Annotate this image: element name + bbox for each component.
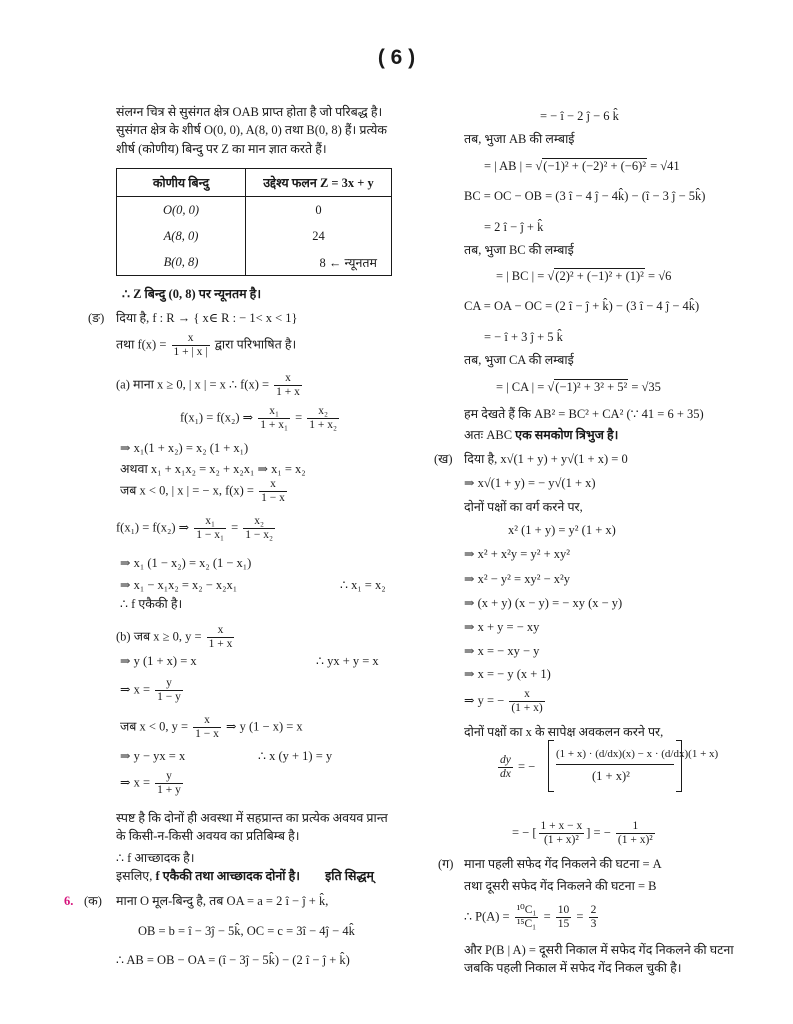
case-a-line-3: ⇒ x₁(1 + x₂) = x₂ (1 + x₁) [120, 441, 249, 455]
case-b-line-2-result: ∴ yx + y = x [316, 654, 379, 668]
text: = | AB | = [484, 159, 533, 173]
numerator: x₂ [243, 515, 275, 529]
derivative-result: = − [ $\frac{1 + x - x}{\text{(1 + x)²}}$ ] = − $\frac{1}{\text{(1 + x)²}}$ [512, 820, 653, 846]
denominator: 1 − x₁ [196, 529, 224, 541]
probability-a: ∴ P(A) = $\frac{\text{¹⁰C₁}}{\text{¹⁵C₁}}$ = $\frac{10}{15}$ = $\frac{2}{3}$ [464, 904, 597, 930]
q6-line-2: OB = b = î − 3ĵ − 5k̂, OC = c = 3î − 4ĵ − 4k̂ [138, 924, 355, 938]
denominator: 1 − y [157, 691, 181, 703]
text: f(x₁) = f(x₂) ⇒ [180, 410, 254, 425]
denominator: 1 + x [208, 638, 233, 650]
numerator: x₁ [258, 405, 290, 419]
numerator: 10 [557, 904, 570, 916]
case-b-line-5: ⇒ y − yx = x [120, 749, 186, 763]
ca-length-value: = | CA | = √(−1)² + 3² + 5² = √35 [496, 380, 661, 394]
denominator: 3 [590, 918, 597, 930]
kh-step-9 [464, 688, 547, 715]
text: द्वारा परिभाषित है। [214, 337, 297, 352]
kh-step-3: ⇒ x² + x²y = y² + xy² [464, 547, 570, 561]
bc-vector: BC = OC − OB = (3 î − 4 ĵ − 4k̂) − (î − 3 ĵ − 5k̂) [464, 189, 706, 203]
fraction [539, 820, 585, 847]
denominator: 1 − x [261, 492, 285, 504]
denominator: (1 + x) [511, 702, 543, 714]
injective-conclusion: ∴ f एकैकी है। [120, 597, 183, 611]
observation-2: के किसी-न-किसी अवयव का प्रतिबिम्ब है। [116, 829, 300, 843]
text: अतः ABC [464, 428, 513, 442]
fraction [259, 478, 287, 505]
q6-line-1: माना O मूल-बिन्दु है, तब OA = a = 2 î − ĵ + k̂, [116, 894, 329, 908]
text: ⇒ x = [120, 682, 151, 697]
ga-conditional-2: जबकि पहली निकाल में सफेद गेंद निकल चुकी है। [464, 961, 682, 975]
part-k-label: (क) [84, 894, 102, 908]
part-kh-label: (ख) [434, 452, 453, 466]
text: ⇒ y (1 − x) = x [226, 719, 303, 734]
table-cell: A(8, 0) [117, 223, 246, 249]
kh-step-1: ⇒ x√(1 + y) = − y√(1 + x) [464, 476, 596, 490]
text: f(x₁) = f(x₂) ⇒ [116, 520, 190, 535]
kh-step-8: ⇒ x = − y (x + 1) [464, 667, 551, 681]
case-a-line-5 [120, 478, 289, 505]
numerator: 2 [590, 904, 597, 916]
text: = | BC | = [496, 269, 545, 283]
table-row [117, 197, 392, 224]
bc-vector-result: = 2 î − ĵ + k̂ [484, 220, 544, 234]
table-cell: 8 ← न्यूनतम [246, 249, 392, 276]
part-d-given: दिया है, f : R → { x∈ R : − 1< x < 1} [116, 311, 298, 325]
case-b-line-1 [116, 624, 236, 651]
part-d-definition [116, 332, 296, 359]
text: = √6 [648, 269, 672, 283]
ga-event-a: माना पहली सफेद गेंद निकलने की घटना = A [464, 857, 662, 871]
case-b-line-3 [120, 677, 185, 704]
z-conclusion: ∴ Z बिन्दु (0, 8) पर न्यूनतम है। [122, 287, 262, 301]
ga-conditional-1: और P(B | A) = दूसरी निकाल में सफेद गेंद निकलने की घटना [464, 943, 734, 957]
numerator: x [207, 624, 235, 638]
case-a-line-4: अथवा x₁ + x₁x₂ = x₂ + x₂x₁ ⇒ x₁ = x₂ [120, 462, 306, 476]
denominator: (1 + x)² [617, 834, 653, 846]
case-b-line-2: ⇒ y (1 + x) = x [120, 654, 197, 668]
ab-length-value: = | AB | = √(−1)² + (−2)² + (−6)² = √41 [484, 159, 680, 173]
kh-squaring-label: दोनों पक्षों का वर्ग करने पर, [464, 500, 583, 514]
case-a-line-6: f(x₁) = f(x₂) ⇒ $\frac{\text{x₁}}{\text{1 − x₁}}$ = $\frac{\text{x₂}}{\text{1 − x₂}}$ [116, 515, 274, 541]
table-header: कोणीय बिन्दु [117, 169, 246, 197]
table-row [117, 223, 392, 249]
denominator: 1 + x [276, 386, 300, 398]
table-cell: 0 [246, 197, 392, 224]
text: तथा f(x) = [116, 337, 167, 352]
text: ⇒ x = [120, 775, 151, 790]
denominator: 1 + x₂ [309, 419, 338, 431]
numerator: x₂ [307, 405, 339, 419]
bc-length-label: तब, भुजा BC की लम्बाई [464, 243, 574, 257]
numerator: x [172, 332, 210, 346]
fraction [509, 688, 544, 715]
text: (a) माना x ≥ 0, | x | = x ∴ f(x) = [116, 377, 270, 392]
ca-vector-result: = − î + 3 ĵ + 5 k̂ [484, 330, 563, 344]
denominator: 15 [557, 918, 570, 930]
fraction [274, 372, 302, 399]
q6-line-3: ∴ AB = OB − OA = (î − 3ĵ − 5k̂) − (2 î − ĵ + k̂) [116, 953, 350, 967]
fraction [193, 714, 221, 741]
text: इसलिए, [116, 869, 153, 883]
kh-step-5: ⇒ (x + y) (x − y) = − xy (x − y) [464, 596, 623, 610]
text: = √41 [650, 159, 680, 173]
ab-vector-result: = − î − 2 ĵ − 6 k̂ [540, 109, 619, 123]
numerator: y [155, 677, 183, 691]
qed-text: इति सिद्धम् [325, 869, 374, 883]
fraction [498, 754, 513, 781]
observation-1: स्पष्ट है कि दोनों ही अवस्था में सहप्रान्त का प्रत्येक अवयव प्रान्त [116, 811, 388, 825]
kh-step-4: ⇒ x² − y² = xy² − x²y [464, 572, 570, 586]
fraction [307, 405, 339, 432]
fraction [155, 677, 183, 704]
ca-vector: CA = OA − OC = (2 î − ĵ + k̂) − (3 î − 4 ĵ − 4k̂) [464, 299, 700, 313]
text: जब x < 0, | x | = − x, f(x) = [120, 483, 254, 498]
denominator: 1 + | x | [173, 346, 208, 358]
denominator: (1 + x)² [543, 834, 579, 846]
case-b-line-6 [120, 770, 185, 797]
fraction [155, 770, 183, 797]
ab-length-label: तब, भुजा AB की लम्बाई [464, 132, 575, 146]
derivative-denominator: (1 + x)² [592, 769, 630, 783]
numerator: x [193, 714, 221, 728]
fraction [556, 904, 572, 931]
intro-line-1: संलग्न चित्र से सुसंगत क्षेत्र OAB प्राप्त होता है जो परिबद्ध है। [116, 105, 383, 119]
denominator: 1 − x₂ [245, 529, 274, 541]
denominator: 1 + x₁ [260, 419, 288, 431]
bc-length-value: = | BC | = √(2)² + (−1)² + (1)² = √6 [496, 269, 672, 283]
denominator: ¹⁵C₁ [516, 918, 537, 930]
numerator: dy [500, 754, 511, 766]
pythagoras-check: हम देखते हैं कि AB² = BC² + CA² (∵ 41 = 6 + 35) [464, 407, 704, 421]
table-cell: 24 [246, 223, 392, 249]
text: (b) जब x ≥ 0, y = [116, 629, 202, 644]
ga-event-b: तथा दूसरी सफेद गेंद निकलने की घटना = B [464, 879, 657, 893]
numerator: x [274, 372, 302, 386]
intro-line-3: शीर्ष (कोणीय) बिन्दु पर Z का मान ज्ञात करते हैं। [116, 142, 327, 156]
numerator: 1 [616, 820, 655, 834]
bold-text: f एकैकी तथा आच्छादक दोनों है। [155, 869, 300, 883]
fraction [194, 515, 226, 542]
numerator: x [259, 478, 287, 492]
table-cell: O(0, 0) [117, 197, 246, 224]
fraction [172, 332, 210, 359]
numerator: 1 + x − x [540, 820, 583, 832]
kh-differentiate-label: दोनों पक्षों का x के सापेक्ष अवकलन करने पर, [464, 725, 664, 739]
derivative-expression: $\frac{dy}{dx}$ = − [500, 754, 536, 780]
text: = √35 [631, 380, 661, 394]
radicand: (2)² + (−1)² + (1)² [555, 269, 644, 283]
case-a-line-7: ⇒ x₁ (1 − x₂) = x₂ (1 − x₁) [120, 556, 252, 570]
table-cell: B(0, 8) [117, 249, 246, 276]
case-a-line-1 [116, 372, 304, 399]
numerator: ¹⁰C₁ [516, 904, 537, 916]
left-bracket [548, 740, 554, 792]
kh-given: दिया है, x√(1 + y) + y√(1 + x) = 0 [464, 452, 628, 466]
case-b-line-4 [120, 714, 303, 741]
text: ⇒ y = − [464, 693, 505, 708]
fraction [515, 904, 539, 931]
table-row [117, 249, 392, 276]
case-a-line-8: ⇒ x₁ − x₁x₂ = x₂ − x₂x₁ [120, 578, 238, 592]
fraction [589, 904, 599, 931]
case-a-line-2: f(x₁) = f(x₂) ⇒ $\frac{\text{x₁}}{\text{1 + x₁}}$ = $\frac{\text{x₂}}{\text{1 + x₂}}$ [180, 405, 338, 431]
table-header: उद्देश्य फलन Z = 3x + y [246, 169, 392, 197]
intro-line-2: सुसंगत क्षेत्र के शीर्ष O(0, 0), A(8, 0) तथा B(0, 8) हैं। प्रत्येक [116, 123, 387, 137]
fraction-line [556, 764, 674, 765]
denominator: 1 − x [195, 728, 219, 740]
case-b-line-5-result: ∴ x (y + 1) = y [258, 749, 333, 763]
derivative-numerator: (1 + x) · (d/dx)(x) − x · (d/dx)(1 + x) [556, 748, 719, 760]
text: = | CA | = [496, 380, 545, 394]
radicand: (−1)² + (−2)² + (−6)² [543, 159, 646, 173]
fraction [258, 405, 290, 432]
case-a-line-8-result: ∴ x₁ = x₂ [340, 578, 386, 592]
text: जब x < 0, y = [120, 719, 189, 734]
numerator: x₁ [194, 515, 226, 529]
ca-length-label: तब, भुजा CA की लम्बाई [464, 353, 574, 367]
question-number: 6. [64, 894, 74, 908]
surjective-conclusion: ∴ f आच्छादक है। [116, 851, 195, 865]
part-ga-label: (ग) [438, 857, 454, 871]
vertex-value-table [116, 168, 392, 276]
table-header-row [117, 169, 392, 197]
part-d-label: (ङ) [88, 311, 105, 325]
bijective-conclusion [116, 868, 374, 884]
right-triangle-conclusion [464, 427, 618, 443]
numerator: y [155, 770, 183, 784]
fraction [243, 515, 275, 542]
denominator: 1 + y [157, 784, 181, 796]
numerator: x [509, 688, 544, 702]
kh-step-2: x² (1 + y) = y² (1 + x) [508, 523, 616, 537]
page-number: ( 6 ) [377, 46, 416, 69]
fraction [616, 820, 655, 847]
text: ∴ P(A) = [464, 909, 510, 924]
kh-step-7: ⇒ x = − xy − y [464, 644, 540, 658]
denominator: dx [500, 768, 511, 780]
radicand: (−1)² + 3² + 5² [555, 380, 628, 394]
kh-step-6: ⇒ x + y = − xy [464, 620, 540, 634]
bold-text: एक समकोण त्रिभुज है। [515, 428, 619, 442]
fraction [207, 624, 235, 651]
